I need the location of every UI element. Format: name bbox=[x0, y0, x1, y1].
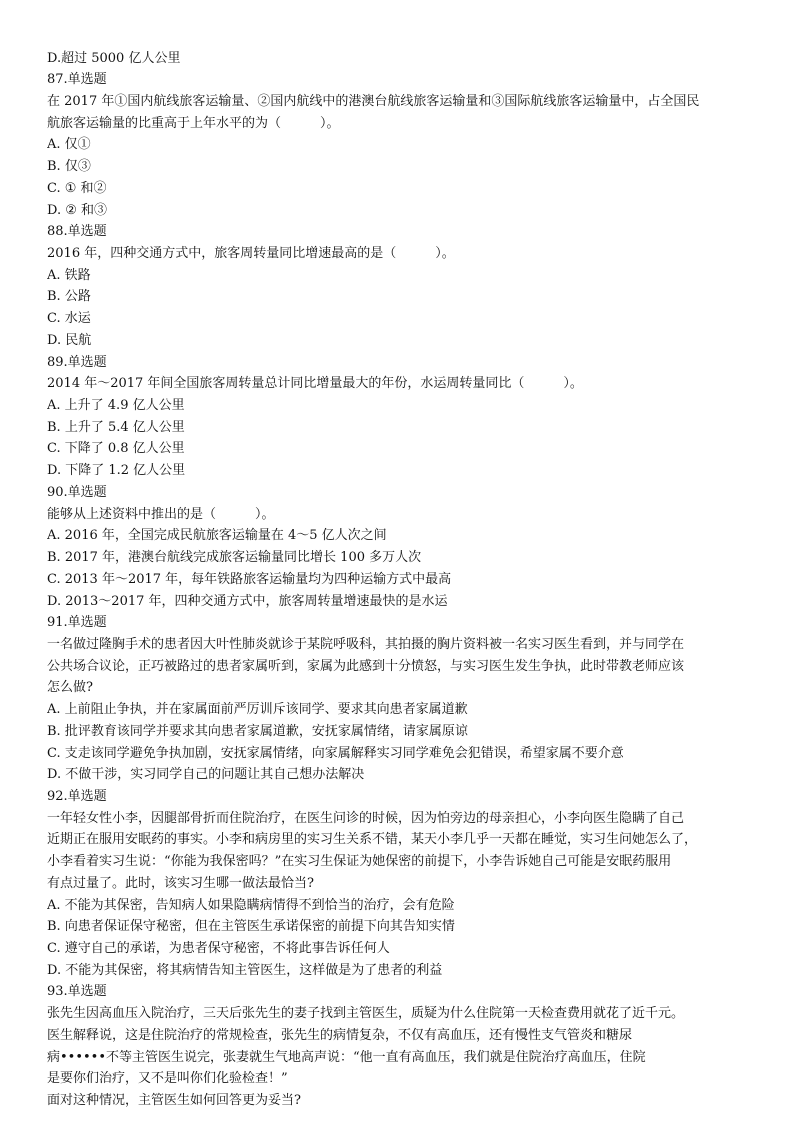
question-number: 93.单选题 bbox=[47, 984, 107, 1000]
text-line: 一名做过隆胸手术的患者因大叶性肺炎就诊于某院呼吸科，其拍摄的胸片资料被一名实习医生看到，并与同学在 bbox=[47, 636, 685, 652]
text-line: 航旅客运输量的比重高于上年水平的为（ ）。 bbox=[47, 115, 340, 131]
text-line: 小李看着实习生说：“你能为我保密吗？”在实习生保证为她保密的前提下，小李告诉她自己可能是安眠药服用 bbox=[47, 854, 672, 870]
text-line: 2014 年～2017 年间全国旅客周转量总计同比增量最大的年份，水运周转量同比（ ）。 bbox=[47, 376, 583, 392]
question-number: 92.单选题 bbox=[47, 788, 107, 804]
text-line: D. ② 和③ bbox=[47, 202, 108, 218]
text-line: 近期正在服用安眠药的事实。小李和病房里的实习生关系不错，某天小李几乎一天都在睡觉，实习生问她怎么了， bbox=[47, 832, 698, 848]
text-line: A. 不能为其保密，告知病人如果隐瞒病情得不到恰当的治疗，会有危险 bbox=[47, 897, 455, 913]
text-line: D. 下降了 1.2 亿人公里 bbox=[47, 463, 186, 479]
text-line: C. 支走该同学避免争执加剧，安抚家属情绪，向家属解释实习同学难免会犯错误，希望家属不要介意 bbox=[47, 745, 624, 761]
question-number: 89.单选题 bbox=[47, 354, 107, 370]
text-line: 有点过量了。此时，该实习生哪一做法最恰当? bbox=[47, 875, 314, 891]
text-line: D. 不能为其保密，将其病情告知主管医生，这样做是为了患者的利益 bbox=[47, 962, 443, 978]
text-line: B. 批评教育该同学并要求其向患者家属道歉，安抚家属情绪，请家属原谅 bbox=[47, 723, 468, 739]
text-line: B. 上升了 5.4 亿人公里 bbox=[47, 419, 185, 435]
text-line: C. 水运 bbox=[47, 311, 91, 327]
text-line: C. ① 和② bbox=[47, 180, 107, 196]
text-line: B. 向患者保证保守秘密，但在主管医生承诺保密的前提下向其告知实情 bbox=[47, 919, 455, 935]
text-line: A. 上升了 4.9 亿人公里 bbox=[47, 398, 185, 414]
text-line: 是要你们治疗，又不是叫你们化验检查！” bbox=[47, 1071, 288, 1087]
question-number: 88.单选题 bbox=[47, 224, 107, 240]
text-line: 一年轻女性小李，因腿部骨折而住院治疗，在医生问诊的时候，因为怕旁边的母亲担心，小李向医生隐瞒了自己 bbox=[47, 810, 685, 826]
text-line: C. 下降了 0.8 亿人公里 bbox=[47, 441, 185, 457]
text-line: 医生解释说，这是住院治疗的常规检查，张先生的病情复杂，不仅有高血压，还有慢性支气管炎和糖尿 bbox=[47, 1027, 633, 1043]
text-line: D. 2013～2017 年，四种交通方式中，旅客周转量增速最快的是水运 bbox=[47, 593, 448, 609]
text-line: A. 仅① bbox=[47, 137, 91, 153]
text-line: 2016 年，四种交通方式中，旅客周转量同比增速最高的是（ ）。 bbox=[47, 245, 455, 261]
text-line: B. 2017 年，港澳台航线完成旅客运输量同比增长 100 多万人次 bbox=[47, 550, 422, 566]
text-line: C. 遵守自己的承诺，为患者保守秘密，不将此事告诉任何人 bbox=[47, 941, 390, 957]
text-line: 能够从上述资料中推出的是（ ）。 bbox=[47, 506, 275, 522]
text-line: D.超过 5000 亿人公里 bbox=[47, 50, 181, 66]
text-line: 病••••••不等主管医生说完，张妻就生气地高声说：“他一直有高血压，我们就是住院治疗高血压，住院 bbox=[47, 1049, 646, 1065]
text-line: A. 铁路 bbox=[47, 267, 91, 283]
text-line: 怎么做? bbox=[47, 680, 93, 696]
text-line: A. 上前阻止争执，并在家属面前严厉训斥该同学、要求其向患者家属道歉 bbox=[47, 702, 468, 718]
text-line: 在 2017 年①国内航线旅客运输量、②国内航线中的港澳台航线旅客运输量和③国际航线旅客运输量中，占全国民 bbox=[47, 93, 700, 109]
question-number: 91.单选题 bbox=[47, 615, 107, 631]
text-line: 公共场合议论，正巧被路过的患者家属听到，家属为此感到十分愤怒，与实习医生发生争执，此时带教老师应该 bbox=[47, 658, 685, 674]
text-line: B. 仅③ bbox=[47, 159, 91, 175]
text-line: 面对这种情况，主管医生如何回答更为妥当? bbox=[47, 1093, 301, 1109]
question-number: 90.单选题 bbox=[47, 484, 107, 500]
text-line: C. 2013 年～2017 年，每年铁路旅客运输量均为四种运输方式中最高 bbox=[47, 571, 452, 587]
text-line: A. 2016 年，全国完成民航旅客运输量在 4～5 亿人次之间 bbox=[47, 528, 387, 544]
text-line: D. 民航 bbox=[47, 332, 92, 348]
text-line: 张先生因高血压入院治疗，三天后张先生的妻子找到主管医生，质疑为什么住院第一天检查费用就花了近千元。 bbox=[47, 1006, 685, 1022]
text-line: B. 公路 bbox=[47, 289, 91, 305]
text-line: D. 不做干涉，实习同学自己的问题让其自己想办法解决 bbox=[47, 767, 365, 783]
question-number: 87.单选题 bbox=[47, 72, 107, 88]
